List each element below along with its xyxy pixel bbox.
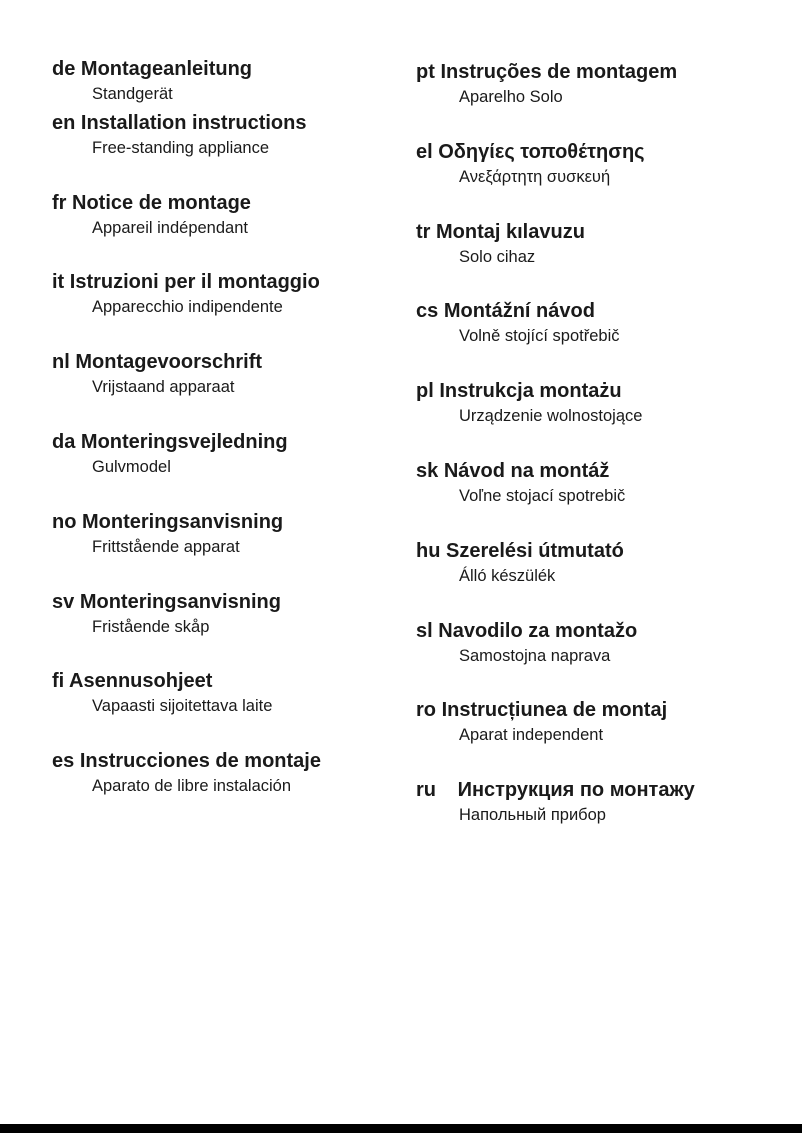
language-entry xyxy=(416,380,796,427)
language-title: Montageanleitung xyxy=(80,58,253,80)
language-entry xyxy=(52,750,416,797)
language-title: Szerelési útmutató xyxy=(446,539,624,562)
language-code: fr xyxy=(52,191,67,214)
language-title-line xyxy=(416,141,796,163)
language-title: Instrucciones de montaje xyxy=(79,750,321,773)
footer-black-bar xyxy=(0,1124,802,1133)
language-entry xyxy=(52,591,416,638)
language-entry xyxy=(416,221,796,268)
language-subtitle: Aparato de libre instalación xyxy=(92,777,292,796)
language-title: Instruções de montagem xyxy=(440,61,678,83)
language-subtitle: Standgerät xyxy=(92,85,173,103)
language-title: Istruzioni per il montaggio xyxy=(69,271,320,294)
language-code: cs xyxy=(416,300,439,323)
language-subtitle: Gulvmodel xyxy=(92,457,171,476)
language-title: Инструкция по монтажу xyxy=(457,779,695,802)
language-subtitle: Samostojna naprava xyxy=(459,646,611,665)
language-entry xyxy=(52,112,416,159)
language-code: de xyxy=(52,58,76,80)
language-title-line xyxy=(416,221,796,243)
language-title: Οδηγίες τοποθέτησης xyxy=(438,140,645,163)
language-title-line xyxy=(52,591,416,613)
language-title-line xyxy=(416,699,796,721)
language-entry xyxy=(52,431,416,478)
language-subtitle: Volně stojící spotřebič xyxy=(459,327,620,346)
language-subtitle: Appareil indépendant xyxy=(92,218,248,237)
language-code: en xyxy=(52,111,76,134)
language-code: hu xyxy=(416,539,441,562)
language-title-line xyxy=(52,351,416,373)
language-title: Navodilo za montažo xyxy=(438,619,638,642)
language-code: sk xyxy=(416,459,439,482)
language-title-line xyxy=(52,750,416,772)
language-title: Instrucțiunea de montaj xyxy=(441,699,668,722)
language-entry xyxy=(416,141,796,188)
language-code: pt xyxy=(416,61,435,83)
language-title-line xyxy=(52,431,416,453)
language-title: Montagevoorschrift xyxy=(75,351,263,374)
language-title-line xyxy=(416,61,796,83)
language-code: tr xyxy=(416,220,431,243)
language-entry xyxy=(52,670,416,717)
language-code: ro xyxy=(416,699,436,722)
language-title: Montážní návod xyxy=(443,300,595,323)
language-subtitle: Ανεξάρτητη συσκευή xyxy=(459,167,611,186)
language-code: es xyxy=(52,750,75,773)
language-code: nl xyxy=(52,351,70,374)
language-title-line xyxy=(52,670,416,692)
language-subtitle: Fristående skåp xyxy=(92,617,210,636)
language-title-line xyxy=(52,192,416,214)
language-subtitle: Aparat independent xyxy=(459,726,604,745)
language-entry xyxy=(416,300,796,347)
language-subtitle: Urządzenie wolnostojące xyxy=(459,407,643,426)
language-code: fi xyxy=(52,670,65,693)
language-title: Asennusohjeet xyxy=(69,670,213,693)
language-entry xyxy=(416,699,796,746)
language-title-line xyxy=(416,620,796,642)
language-title: Notice de montage xyxy=(72,191,251,214)
language-entry xyxy=(52,192,416,239)
language-title-line xyxy=(416,540,796,562)
language-entry xyxy=(416,460,796,507)
language-title-line xyxy=(52,271,416,293)
language-title-line xyxy=(416,460,796,482)
language-code: it xyxy=(52,271,65,294)
language-subtitle: Frittstående apparat xyxy=(92,537,240,556)
language-title: Monteringsanvisning xyxy=(79,590,281,613)
language-subtitle: Напольный прибор xyxy=(459,806,606,825)
language-entry xyxy=(52,351,416,398)
language-title-line xyxy=(416,380,796,402)
language-title: Installation instructions xyxy=(80,111,307,134)
language-code: da xyxy=(52,430,76,453)
language-code: pl xyxy=(416,380,434,403)
language-title-line xyxy=(416,300,796,322)
language-column-left xyxy=(52,58,416,859)
language-column-right xyxy=(416,58,796,859)
language-title: Monteringsanvisning xyxy=(82,510,284,533)
language-subtitle: Álló készülék xyxy=(459,566,556,585)
language-title-line xyxy=(52,511,416,533)
language-title: Montaj kılavuzu xyxy=(436,220,585,243)
language-code: el xyxy=(416,140,433,163)
language-subtitle: Free-standing appliance xyxy=(92,138,270,157)
language-code: sv xyxy=(52,590,75,613)
language-subtitle: Apparecchio indipendente xyxy=(92,298,283,317)
language-entry xyxy=(52,271,416,318)
language-code: no xyxy=(52,510,77,533)
language-entry xyxy=(416,620,796,667)
language-subtitle: Vapaasti sijoitettava laite xyxy=(92,697,273,716)
language-entry xyxy=(416,61,796,108)
language-title: Monteringsvejledning xyxy=(80,430,288,453)
language-subtitle: Solo cihaz xyxy=(459,247,536,266)
language-subtitle: Vrijstaand apparaat xyxy=(92,378,235,397)
language-title-line xyxy=(52,112,416,134)
language-title: Instrukcja montażu xyxy=(439,380,622,403)
language-title: Návod na montáž xyxy=(443,459,610,482)
language-code: ru xyxy=(416,779,436,802)
language-entry xyxy=(52,58,416,105)
language-code: sl xyxy=(416,619,433,642)
language-subtitle: Voľne stojací spotrebič xyxy=(459,486,626,505)
language-entry xyxy=(52,511,416,558)
language-title-line xyxy=(416,779,796,801)
language-title-line xyxy=(52,58,416,80)
language-entry xyxy=(416,540,796,587)
language-entry xyxy=(416,779,796,826)
language-subtitle: Aparelho Solo xyxy=(459,88,563,106)
